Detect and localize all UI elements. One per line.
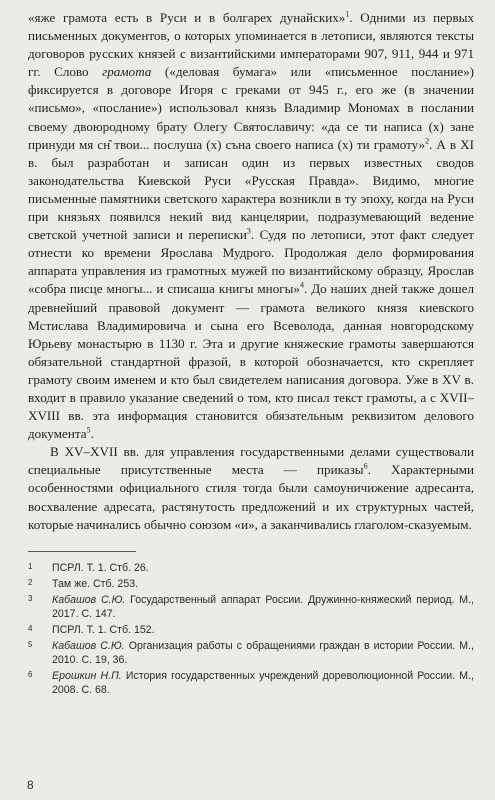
body-paragraph-2 — [28, 443, 474, 533]
footnote-text: Организация работы с обращениями граждан в истории России. М., 2010. С. 19, 36. — [52, 639, 474, 666]
footnote-number: 2 — [28, 577, 33, 587]
footnote-text: Государственный аппарат России. Дружинно-княжеский период. М., 2017. С. 147. — [52, 593, 474, 620]
p1-text-4: . А в XI в. был разработан и записан один из первых известных сводов законодательства Киевской Руси «Русская Правда». Видимо, многие письменные памятники светского характера возникли в ту эпоху, когда на Руси при князьях появился некий вид канцелярии, подразумевающий ведение светской учетной записи и переписки — [28, 136, 474, 243]
footnote-author: Кабашов С.Ю. — [52, 593, 126, 606]
footnote-number: 1 — [28, 561, 33, 571]
footnote-author: Ерошкин Н.П. — [52, 669, 122, 682]
p2-text-1: В XV–XVII вв. для управления государственными делами существовали специальные присутственные места — приказы — [28, 444, 474, 478]
p1-text-1: «яже грамота есть в Руси и в болгарех дунайских» — [28, 10, 346, 25]
footnote-4 — [28, 623, 474, 637]
footnote-ref-6: 6 — [363, 461, 368, 471]
p1-text-7: . — [90, 426, 94, 442]
footnote-number: 4 — [28, 623, 33, 633]
footnote-author: Кабашов С.Ю. — [52, 639, 125, 652]
p1-text-5: . Судя по летописи, этот факт следует отнести ко времени Ярослава Мудрого. Продолжая дело формирования аппарата управления из грамотных мужей по византийскому образцу, Ярослав «собра писце многы... и списаша книгы многы» — [28, 227, 474, 297]
footnote-text: Там же. Стб. 253. — [52, 577, 139, 590]
footnote-1 — [28, 561, 474, 575]
footnote-number: 3 — [28, 593, 33, 603]
footnote-ref-5: 5 — [86, 425, 91, 435]
page-content — [28, 9, 474, 699]
footnote-ref-1: 1 — [345, 9, 350, 19]
footnote-5 — [28, 639, 474, 667]
footnote-separator — [28, 551, 136, 552]
footnote-text: ПСРЛ. Т. 1. Стб. 152. — [52, 623, 155, 636]
p1-text-2: . Одними из первых письменных документов, о которых упоминается в летописи, являются тексты договоров русских князей с византийскими императорами 907, 911, 944 и 971 гг. Слово — [28, 10, 474, 80]
p1-text-6: . До наших дней также дошел древнейший правовой документ — грамота великого князя киевского Мстислава Владимировича и сына его Всеволода, данная новгородскому Юрьеву монастырю в 1130 г. Эта и другие княжеские грамоты завершаются обязательной стандартной фразой, в которой обозначается, кто скрепляет грамоту своим именем и кто был свидетелем написания договора. Уже в XV в. входит в правило указание сведений о том, кто писал текст грамоты, а с XVII–XVIII вв. эта информация становится обязательным реквизитом делового документа — [28, 281, 474, 442]
footnote-number: 5 — [28, 639, 33, 649]
footnote-3 — [28, 593, 474, 621]
footnote-ref-4: 4 — [299, 281, 304, 291]
footnote-number: 6 — [28, 669, 33, 679]
footnote-ref-3: 3 — [246, 226, 251, 236]
p1-text-3: («деловая бумага» или «письменное послание») фиксируется в договоре Игоря с греками от 945 г., его же (в значении «письмо», «послание») использовал князь Владимир Мономах в послании своему двоюродному брату Олегу Святославичу: «да се ти написа (х) зане принуди мя сн̑ твои... послуша (х) съна своего написа (х) ти грамоту» — [28, 64, 474, 152]
page-number: 8 — [27, 778, 34, 792]
footnote-2 — [28, 577, 474, 591]
p2-text-2: . Характерными особенностями официального стиля тогда были самоуничижение адресанта, восхваление адресата, растянутость предложений и их структурных частей, которые начинались обычно союзом «и», а заканчивались глаголом-сказуемым. — [28, 462, 474, 532]
footnote-6 — [28, 669, 474, 697]
p1-emphasis-gramota: грамота — [102, 64, 152, 80]
footnote-text: ПСРЛ. Т. 1. Стб. 26. — [52, 561, 149, 574]
body-paragraph-1 — [28, 9, 474, 443]
footnote-text: История государственных учреждений дореволюционной России. М., 2008. С. 68. — [52, 669, 474, 696]
footnote-ref-2: 2 — [425, 136, 430, 146]
